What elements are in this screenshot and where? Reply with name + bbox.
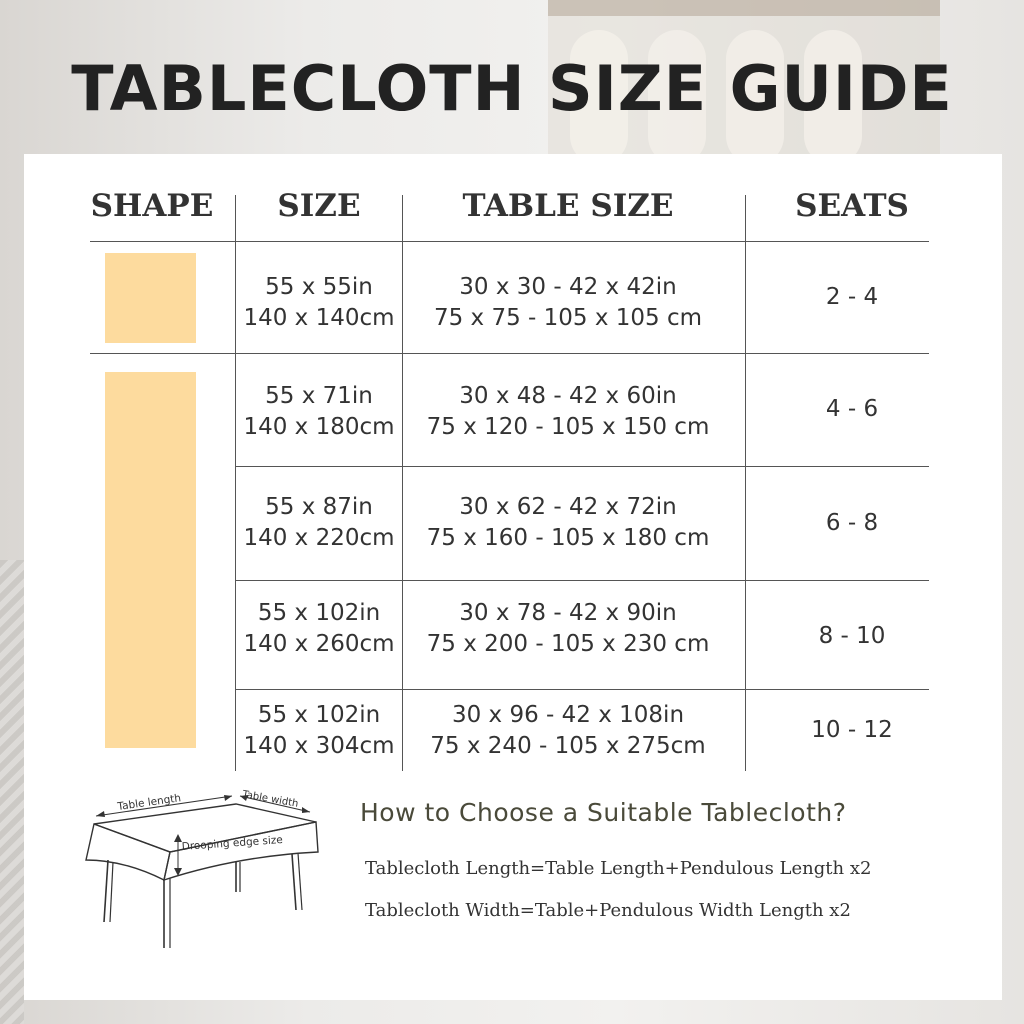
size-inches: 55 x 87in [265,494,373,520]
guide-question: How to Choose a Suitable Tablecloth? [360,798,847,827]
row-divider [235,580,929,581]
size-cm: 140 x 304cm [243,733,395,759]
table-size-cell [403,700,733,762]
seats-value: 8 - 10 [818,623,886,649]
table-size-inches: 30 x 62 - 42 x 72in [459,494,677,520]
table-size-inches: 30 x 30 - 42 x 42in [459,274,677,300]
table-length-label: Table length [116,792,182,813]
drooping-edge-label: Drooping edge size [181,833,284,853]
size-cell [236,492,402,554]
seats-value: 10 - 12 [811,717,893,743]
table-size-inches: 30 x 48 - 42 x 60in [459,383,677,409]
background-floor [0,560,24,1024]
size-cm: 140 x 220cm [243,525,395,551]
square-shape [105,253,196,343]
table-measurement-diagram [78,782,328,954]
header-seats: SEATS [795,188,909,224]
seats-cell [748,282,956,313]
header-shape: SHAPE [90,188,214,224]
table-size-cm: 75 x 160 - 105 x 180 cm [426,525,710,551]
size-inches: 55 x 55in [265,274,373,300]
table-size-cm: 75 x 120 - 105 x 150 cm [426,414,710,440]
row-divider [90,353,929,354]
page-title: TABLECLOTH SIZE GUIDE [71,52,953,125]
table-size-cm: 75 x 75 - 105 x 105 cm [433,305,703,331]
seats-cell [748,621,956,652]
seats-value: 6 - 8 [825,510,879,536]
table-size-cell [403,272,733,334]
header-table-size: TABLE SIZE [462,188,674,224]
seats-value: 4 - 6 [825,396,879,422]
size-cell [236,272,402,334]
width-formula: Tablecloth Width=Table+Pendulous Width Length x2 [365,900,851,921]
table-size-cell [403,492,733,554]
row-divider [235,466,929,467]
size-cm: 140 x 180cm [243,414,395,440]
size-inches: 55 x 102in [257,702,381,728]
table-size-inches: 30 x 78 - 42 x 90in [459,600,677,626]
table-size-cell [403,381,733,443]
size-cm: 140 x 260cm [243,631,395,657]
size-cell [236,598,402,660]
size-cell [236,381,402,443]
column-divider [745,195,746,771]
size-inches: 55 x 71in [265,383,373,409]
seats-cell [748,715,956,746]
row-divider [235,689,929,690]
size-cm: 140 x 140cm [243,305,395,331]
rectangle-shape [105,372,196,748]
table-width-label: Table width [241,789,300,810]
table-size-cell [403,598,733,660]
seats-cell [748,508,956,539]
header-size: SIZE [277,188,361,224]
length-formula: Tablecloth Length=Table Length+Pendulous Length x2 [365,858,872,879]
size-cell [236,700,402,762]
table-size-cm: 75 x 240 - 105 x 275cm [430,733,706,759]
size-inches: 55 x 102in [257,600,381,626]
seats-cell [748,394,956,425]
table-size-inches: 30 x 96 - 42 x 108in [451,702,685,728]
table-size-cm: 75 x 200 - 105 x 230 cm [426,631,710,657]
seats-value: 2 - 4 [825,284,879,310]
header-divider [90,241,929,242]
